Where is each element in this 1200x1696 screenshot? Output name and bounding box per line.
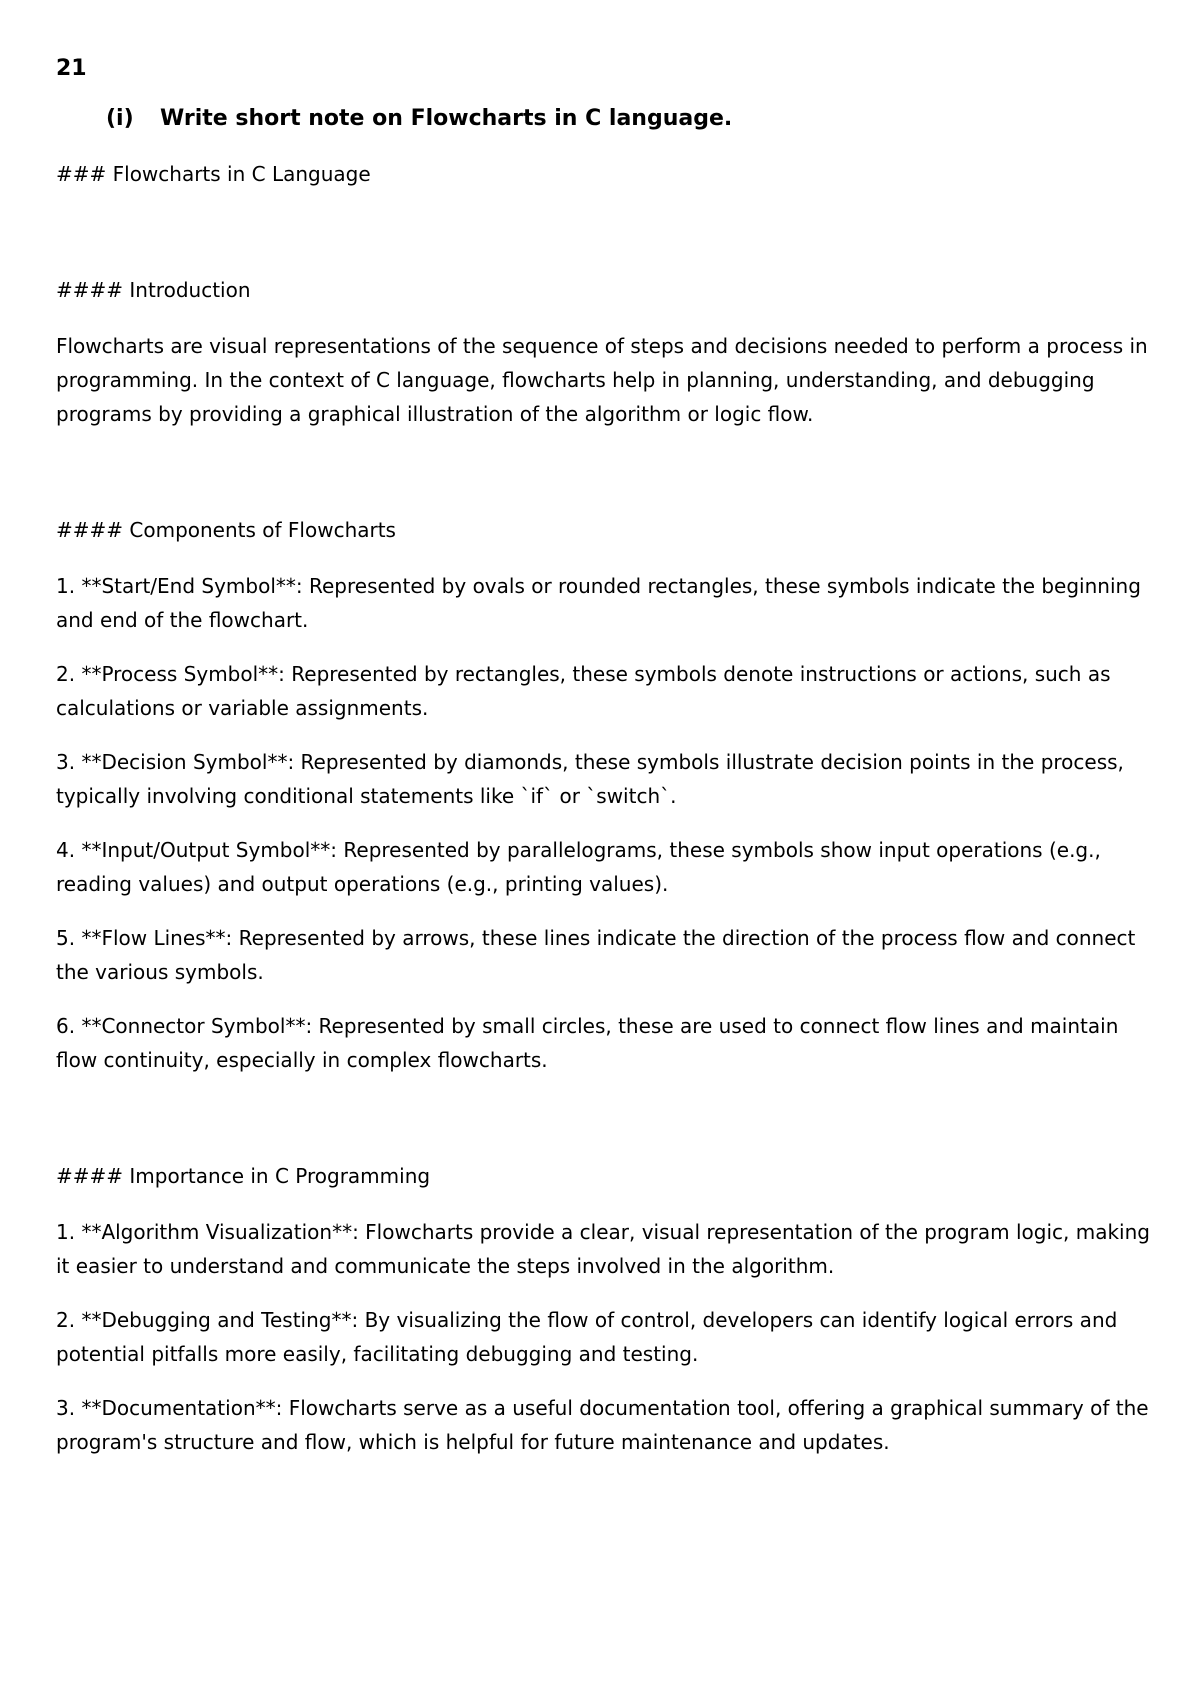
importance-list-item: 2. **Debugging and Testing**: By visualizing the flow of control, developers can identify logical errors and potential pitfalls more easily, facilitating debugging and testing. — [56, 1308, 1118, 1366]
page-number: 21 — [56, 56, 87, 81]
importance-list-item: 1. **Algorithm Visualization**: Flowcharts provide a clear, visual representation of the program logic, making it easier to understand and communicate the steps involved in the algorithm. — [56, 1220, 1150, 1278]
components-list-item: 2. **Process Symbol**: Represented by rectangles, these symbols denote instructions or actions, such as calculations or variable assignments. — [56, 662, 1111, 720]
intro-paragraph: Flowcharts are visual representations of the sequence of steps and decisions needed to perform a process in programming. In the context of C language, flowcharts help in planning, understanding, and debugging programs by providing a graphical illustration of the algorithm or logic flow. — [56, 334, 1148, 426]
components-list-item: 5. **Flow Lines**: Represented by arrows, these lines indicate the direction of the process flow and connect the various symbols. — [56, 926, 1136, 984]
components-list-item: 3. **Decision Symbol**: Represented by diamonds, these symbols illustrate decision points in the process, typically involving conditional statements like `if` or `switch`. — [56, 750, 1124, 808]
intro-heading: #### Introduction — [56, 278, 251, 302]
question-number: (i) — [106, 106, 134, 131]
question-text: Write short note on Flowcharts in C language. — [160, 106, 733, 131]
components-list-item: 6. **Connector Symbol**: Represented by small circles, these are used to connect flow lines and maintain flow continuity, especially in complex flowcharts. — [56, 1014, 1119, 1072]
components-list-item: 1. **Start/End Symbol**: Represented by ovals or rounded rectangles, these symbols indicate the beginning and end of the flowchart. — [56, 574, 1141, 632]
importance-heading: #### Importance in C Programming — [56, 1164, 431, 1188]
main-heading: ### Flowcharts in C Language — [56, 162, 371, 186]
question-heading — [106, 103, 1200, 135]
components-heading: #### Components of Flowcharts — [56, 518, 396, 542]
components-list-item: 4. **Input/Output Symbol**: Represented by parallelograms, these symbols show input operations (e.g., reading values) and output operations (e.g., printing values). — [56, 838, 1101, 896]
importance-list-item: 3. **Documentation**: Flowcharts serve as a useful documentation tool, offering a graphical summary of the program's structure and flow, which is helpful for future maintenance and updates. — [56, 1396, 1149, 1454]
